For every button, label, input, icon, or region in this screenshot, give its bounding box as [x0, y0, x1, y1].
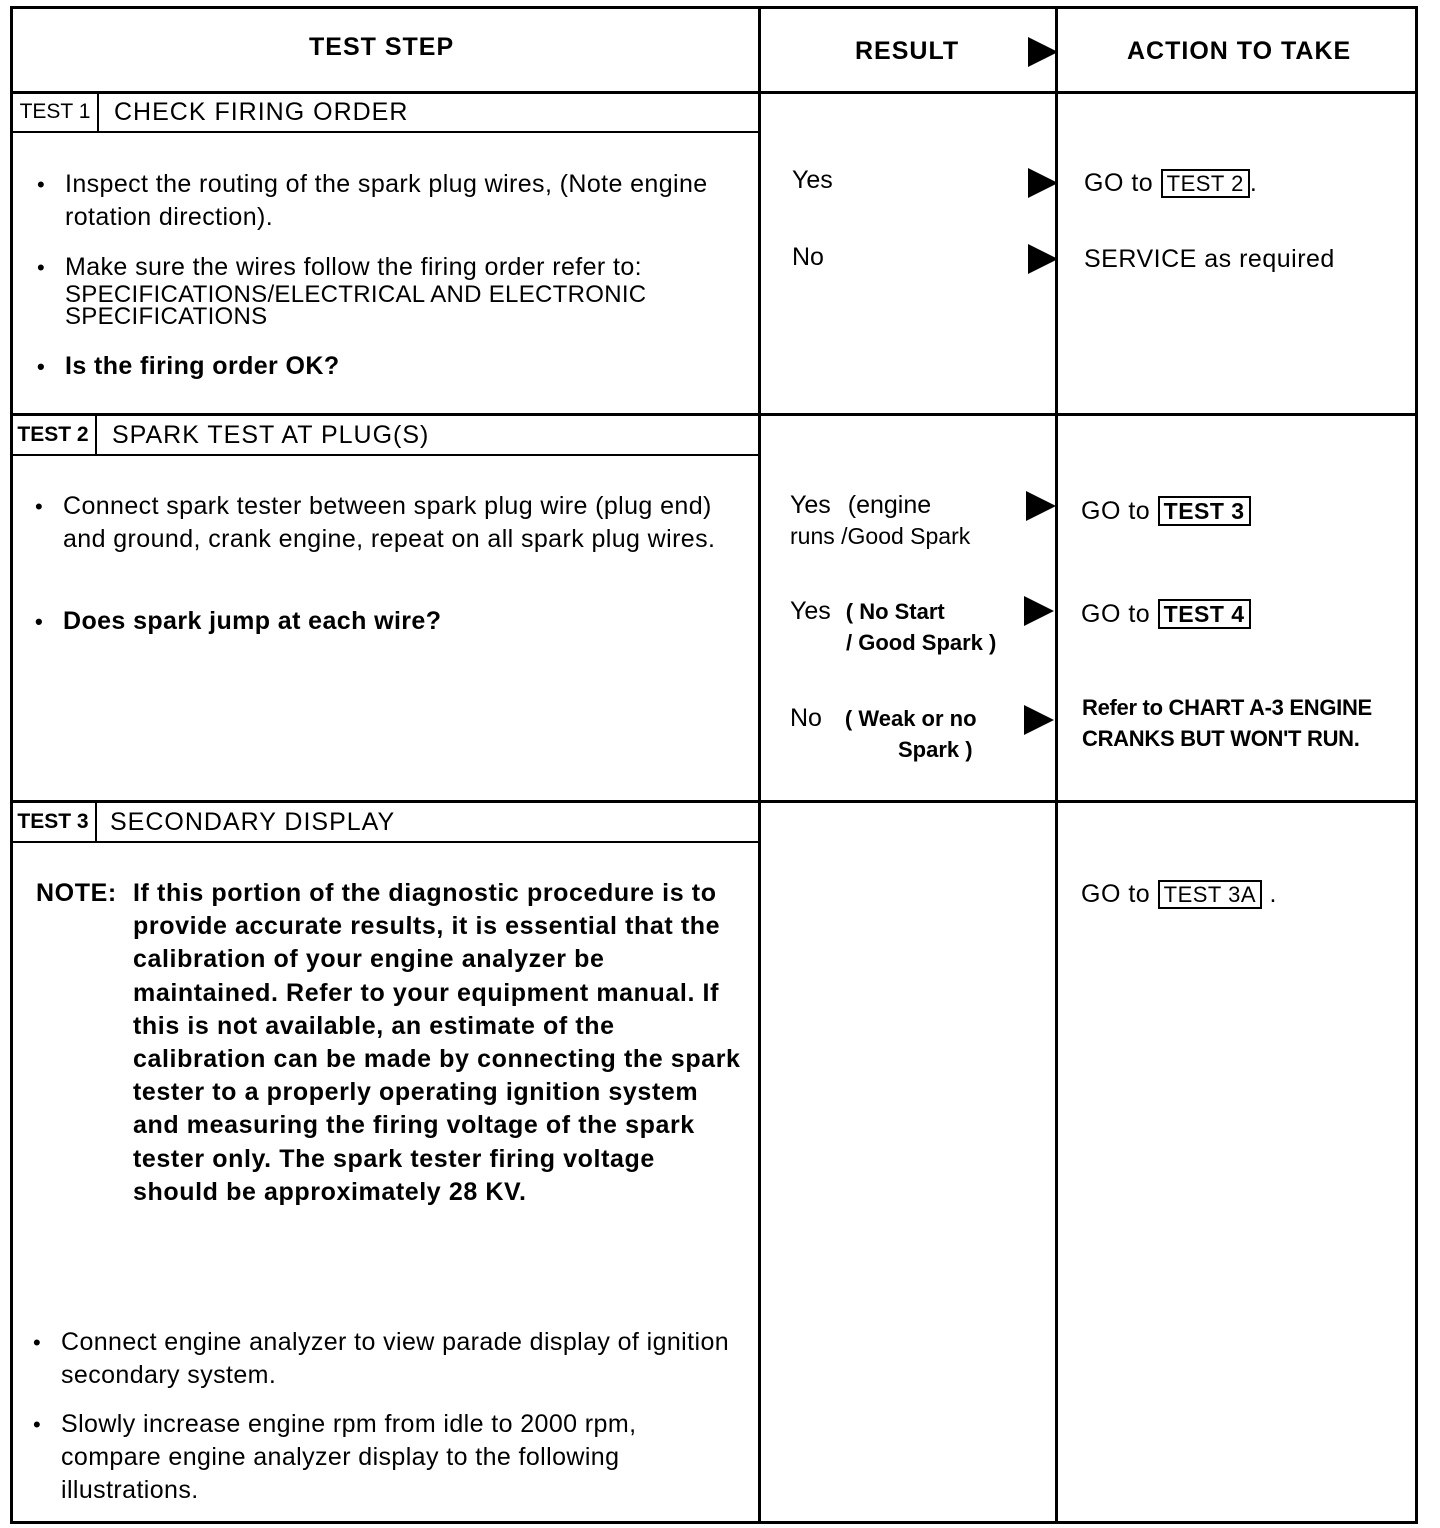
test2-test3-reference: TEST 3 [1158, 496, 1251, 526]
test2-action-3-line-2: CRANKS BUT WON'T RUN. [1082, 726, 1360, 751]
test2-result-1-arrow-icon [1026, 491, 1056, 521]
test3-tag: TEST 3 [17, 810, 89, 833]
test1-step-2 [37, 251, 765, 328]
test2-result-1-detail: (engine [847, 491, 932, 519]
header-arrow-icon [1028, 37, 1058, 67]
test2-action-3-line-1: Refer to CHART A-3 ENGINE [1082, 695, 1372, 720]
test1-result-no: No [792, 243, 824, 271]
column-divider-1 [758, 6, 761, 1524]
test2-result-3-arrow-icon [1024, 705, 1054, 735]
test1-action-no: SERVICE as required [1084, 245, 1335, 273]
test1-spec-reference: SPECIFICATIONS/ELECTRICAL AND ELECTRONIC SPECIFICATIONS [65, 281, 647, 330]
test3-test3a-reference: TEST 3A [1158, 880, 1262, 909]
test1-action-yes [1084, 167, 1257, 200]
header-test-step: TEST STEP [309, 33, 455, 61]
test2-result-1 [790, 490, 1020, 552]
test2-title: SPARK TEST AT PLUG(S) [112, 421, 430, 449]
header-action: ACTION TO TAKE [1127, 37, 1352, 65]
test2-tag-divider [95, 414, 97, 455]
test2-question: • Does spark jump at each wire? [35, 605, 743, 638]
test2-result-2-label: Yes [790, 597, 831, 625]
test3-note [36, 877, 746, 1277]
test1-tag: TEST 1 [19, 100, 91, 123]
test3-note-label: NOTE: [36, 879, 117, 907]
test2-test4-reference: TEST 4 [1158, 599, 1251, 629]
test2-title-underline [10, 454, 760, 456]
test2-result-3-label: No [790, 704, 822, 732]
test2-result-1-detail-2: runs /Good Spark [790, 523, 971, 549]
test1-result-yes: Yes [792, 166, 833, 194]
test1-no-arrow-icon [1028, 244, 1058, 274]
test2-result-3 [790, 703, 1020, 765]
test2-result-2-detail-2: / Good Spark ) [846, 630, 997, 655]
test1-step-2-text: Make sure the wires follow the firing order refer to: [65, 253, 642, 281]
test2-action-1 [1081, 495, 1251, 528]
test1-action-yes-prefix: GO to [1084, 169, 1154, 197]
test1-title-underline [10, 131, 760, 133]
test2-result-3-detail: ( Weak or no [844, 706, 977, 731]
test2-action-3 [1082, 692, 1372, 754]
test2-step-1: • Connect spark tester between spark plug wire (plug end) and ground, crank engine, repeat on all spark plug wires. [35, 490, 758, 556]
test2-action-1-prefix: GO to [1081, 497, 1151, 525]
test1-yes-arrow-icon [1028, 168, 1058, 198]
test2-result-2-detail: ( No Start [845, 599, 945, 624]
test3-step-2: • Slowly increase engine rpm from idle to 2000 rpm, compare engine analyzer display to the following illustrations. [33, 1408, 701, 1507]
test3-action-prefix: GO to [1081, 880, 1151, 908]
test3-note-text: If this portion of the diagnostic procedure is to provide accurate results, it is essential that the calibration of your engine analyzer be maintained. Refer to your equipment manual. If this is not available, an estimate of the calibration can be made by connecting the spark tester to a properly operating ignition system and measuring the firing voltage of the spark tester only. The spark tester firing voltage should be approximately 28 KV. [133, 879, 741, 1206]
test3-action [1081, 878, 1277, 911]
test3-tag-divider [95, 801, 97, 842]
test2-tag: TEST 2 [17, 423, 89, 446]
column-divider-2 [1055, 6, 1058, 1524]
test1-title: CHECK FIRING ORDER [114, 98, 409, 126]
test1-question: • Is the firing order OK? [37, 350, 745, 383]
test1-step-1: • Inspect the routing of the spark plug wires, (Note engine rotation direction). [37, 168, 745, 234]
test1-action-yes-suffix: . [1249, 169, 1258, 197]
test3-step-1: • Connect engine analyzer to view parade display of ignition secondary system. [33, 1326, 751, 1392]
test2-action-2-prefix: GO to [1081, 600, 1151, 628]
test2-result-1-label: Yes [790, 491, 831, 519]
header-result: RESULT [855, 37, 960, 65]
test2-result-3-detail-2: Spark ) [898, 737, 973, 762]
test2-result-2 [790, 596, 1020, 658]
test1-test2-reference: TEST 2 [1161, 169, 1250, 198]
test3-title: SECONDARY DISPLAY [110, 808, 396, 836]
test3-action-suffix: . [1269, 880, 1277, 908]
test3-title-underline [10, 841, 760, 843]
test2-action-2 [1081, 598, 1251, 631]
test1-tag-divider [97, 92, 99, 132]
test2-result-2-arrow-icon [1024, 596, 1054, 626]
